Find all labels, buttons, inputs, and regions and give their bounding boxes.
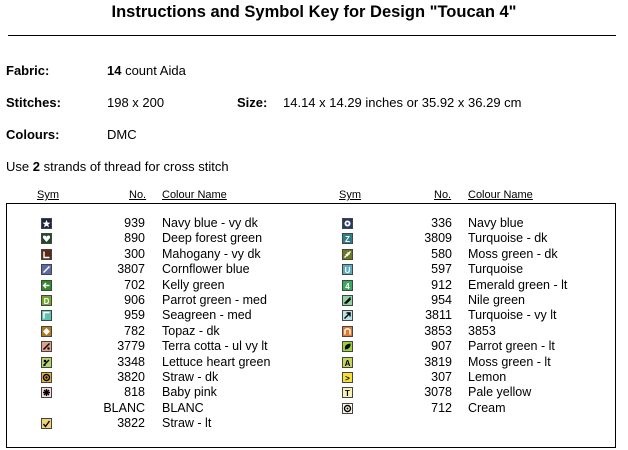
dmc-number: 782 bbox=[124, 323, 145, 338]
svg-text:4: 4 bbox=[345, 281, 350, 290]
dmc-number: 890 bbox=[124, 231, 145, 246]
symbol-swatch-icon bbox=[41, 357, 52, 368]
stitches-label: Stitches: bbox=[6, 95, 61, 110]
header-name-right: Colour Name bbox=[468, 189, 533, 201]
header-sym-right: Sym bbox=[339, 189, 361, 201]
colour-name: Seagreen - med bbox=[162, 308, 252, 323]
colour-name: Deep forest green bbox=[162, 231, 263, 246]
colour-name: Topaz - dk bbox=[162, 323, 220, 338]
stitches-value: 198 x 200 bbox=[107, 95, 165, 110]
dmc-number: 3348 bbox=[117, 354, 145, 369]
colour-name: Nile green bbox=[468, 293, 525, 307]
strands-instruction bbox=[6, 159, 229, 174]
colour-name: Parrot green - med bbox=[162, 293, 267, 307]
size-value: 14.14 x 14.29 inches or 35.92 x 36.29 cm bbox=[283, 95, 522, 110]
colour-name: Navy blue - vy dk bbox=[162, 216, 258, 230]
symbol-swatch-icon bbox=[41, 280, 52, 291]
dmc-number: 818 bbox=[124, 385, 145, 400]
dmc-number: 597 bbox=[431, 262, 452, 277]
symbol-swatch-icon bbox=[41, 310, 52, 321]
dmc-number: 3820 bbox=[117, 370, 145, 384]
symbol-swatch-icon bbox=[342, 387, 353, 398]
colour-name: Lettuce heart green bbox=[162, 354, 271, 369]
dmc-number: 3822 bbox=[117, 416, 145, 431]
fabric-text: count Aida bbox=[121, 63, 186, 78]
symbol-swatch-icon bbox=[342, 249, 353, 260]
dmc-number: 300 bbox=[124, 246, 145, 261]
colour-name: Terra cotta - ul vy lt bbox=[162, 339, 268, 354]
symbol-swatch-icon bbox=[342, 372, 353, 383]
dmc-number: 307 bbox=[431, 370, 452, 384]
svg-text:U: U bbox=[344, 266, 351, 275]
page-title: Instructions and Symbol Key for Design "Toucan 4" bbox=[111, 3, 517, 21]
symbol-swatch-icon bbox=[342, 403, 353, 414]
dmc-number: 3811 bbox=[425, 308, 452, 323]
colour-name: Mahogany - vy dk bbox=[162, 246, 261, 261]
colour-name: Lemon bbox=[468, 370, 507, 384]
symbol-swatch-icon bbox=[342, 264, 353, 275]
fabric-value bbox=[107, 63, 186, 78]
dmc-number: 912 bbox=[431, 277, 452, 292]
header-no-right: No. bbox=[434, 189, 452, 201]
header-name-left: Colour Name bbox=[162, 189, 227, 201]
fabric-count: 14 bbox=[107, 63, 122, 78]
svg-text:A: A bbox=[344, 358, 351, 367]
svg-text:D: D bbox=[43, 297, 50, 305]
dmc-number: 3078 bbox=[424, 385, 452, 400]
svg-text:Z: Z bbox=[345, 235, 350, 244]
dmc-number: 3853 bbox=[424, 323, 452, 338]
colour-name: Emerald green - lt bbox=[468, 277, 568, 292]
colour-name: 3853 bbox=[468, 323, 496, 338]
svg-text:T: T bbox=[345, 389, 350, 398]
symbol-swatch-icon bbox=[342, 295, 353, 306]
colour-name: Cornflower blue bbox=[162, 262, 250, 277]
colours-label: Colours: bbox=[6, 127, 60, 142]
symbol-swatch-icon bbox=[342, 218, 353, 229]
fabric-label: Fabric: bbox=[6, 63, 50, 78]
colour-name: Straw - dk bbox=[162, 370, 219, 384]
symbol-swatch-icon bbox=[41, 233, 52, 244]
colour-name: Baby pink bbox=[162, 385, 217, 400]
colour-name: Pale yellow bbox=[468, 385, 532, 400]
colour-name: Moss green - lt bbox=[468, 354, 551, 369]
symbol-swatch-icon bbox=[342, 233, 353, 244]
svg-text:>: > bbox=[345, 374, 350, 382]
dmc-number: 702 bbox=[124, 277, 145, 292]
strands-count: 2 bbox=[32, 159, 40, 174]
size-label: Size: bbox=[237, 95, 268, 110]
colours-value: DMC bbox=[107, 127, 137, 142]
symbol-swatch-icon bbox=[342, 341, 353, 352]
symbol-swatch-icon bbox=[41, 341, 52, 352]
colour-name: Parrot green - lt bbox=[468, 339, 555, 354]
dmc-number: 3779 bbox=[117, 339, 145, 354]
colour-name: BLANC bbox=[162, 400, 204, 415]
symbol-swatch-icon bbox=[41, 218, 52, 229]
header-sym-left: Sym bbox=[37, 189, 59, 201]
title-underline bbox=[8, 35, 616, 36]
dmc-number: 939 bbox=[124, 216, 145, 230]
dmc-number: 580 bbox=[431, 246, 452, 261]
dmc-number: BLANC bbox=[103, 400, 145, 415]
header-no-left: No. bbox=[129, 189, 147, 201]
dmc-number: 3807 bbox=[117, 262, 145, 277]
dmc-number: 906 bbox=[124, 293, 145, 307]
dmc-number: 954 bbox=[431, 293, 452, 307]
dmc-number: 3809 bbox=[424, 231, 452, 246]
dmc-number: 712 bbox=[431, 400, 452, 415]
dmc-number: 907 bbox=[431, 339, 452, 354]
symbol-swatch-icon bbox=[41, 387, 52, 398]
symbol-swatch-icon bbox=[342, 326, 353, 337]
symbol-swatch-icon bbox=[342, 280, 353, 291]
symbol-swatch-icon bbox=[41, 372, 52, 383]
symbol-swatch-icon bbox=[41, 326, 52, 337]
colour-name: Turquoise - dk bbox=[468, 231, 548, 246]
colour-name: Cream bbox=[468, 400, 506, 415]
symbol-swatch-icon bbox=[41, 418, 52, 429]
colour-name: Straw - lt bbox=[162, 416, 212, 431]
colour-name: Turquoise - vy lt bbox=[468, 308, 557, 323]
dmc-number: 336 bbox=[431, 216, 452, 230]
symbol-swatch-icon bbox=[342, 310, 353, 321]
symbol-swatch-icon bbox=[342, 357, 353, 368]
symbol-swatch-icon bbox=[41, 264, 52, 275]
symbol-swatch-icon bbox=[41, 295, 52, 306]
colour-name: Moss green - dk bbox=[468, 246, 558, 261]
strands-prefix: Use bbox=[6, 159, 33, 174]
strands-suffix: strands of thread for cross stitch bbox=[39, 159, 229, 174]
colour-name: Navy blue bbox=[468, 216, 524, 230]
colour-name: Kelly green bbox=[162, 277, 225, 292]
dmc-number: 959 bbox=[124, 308, 145, 323]
colour-name: Turquoise bbox=[468, 262, 524, 277]
dmc-number: 3819 bbox=[424, 354, 452, 369]
symbol-swatch-icon bbox=[41, 249, 52, 260]
